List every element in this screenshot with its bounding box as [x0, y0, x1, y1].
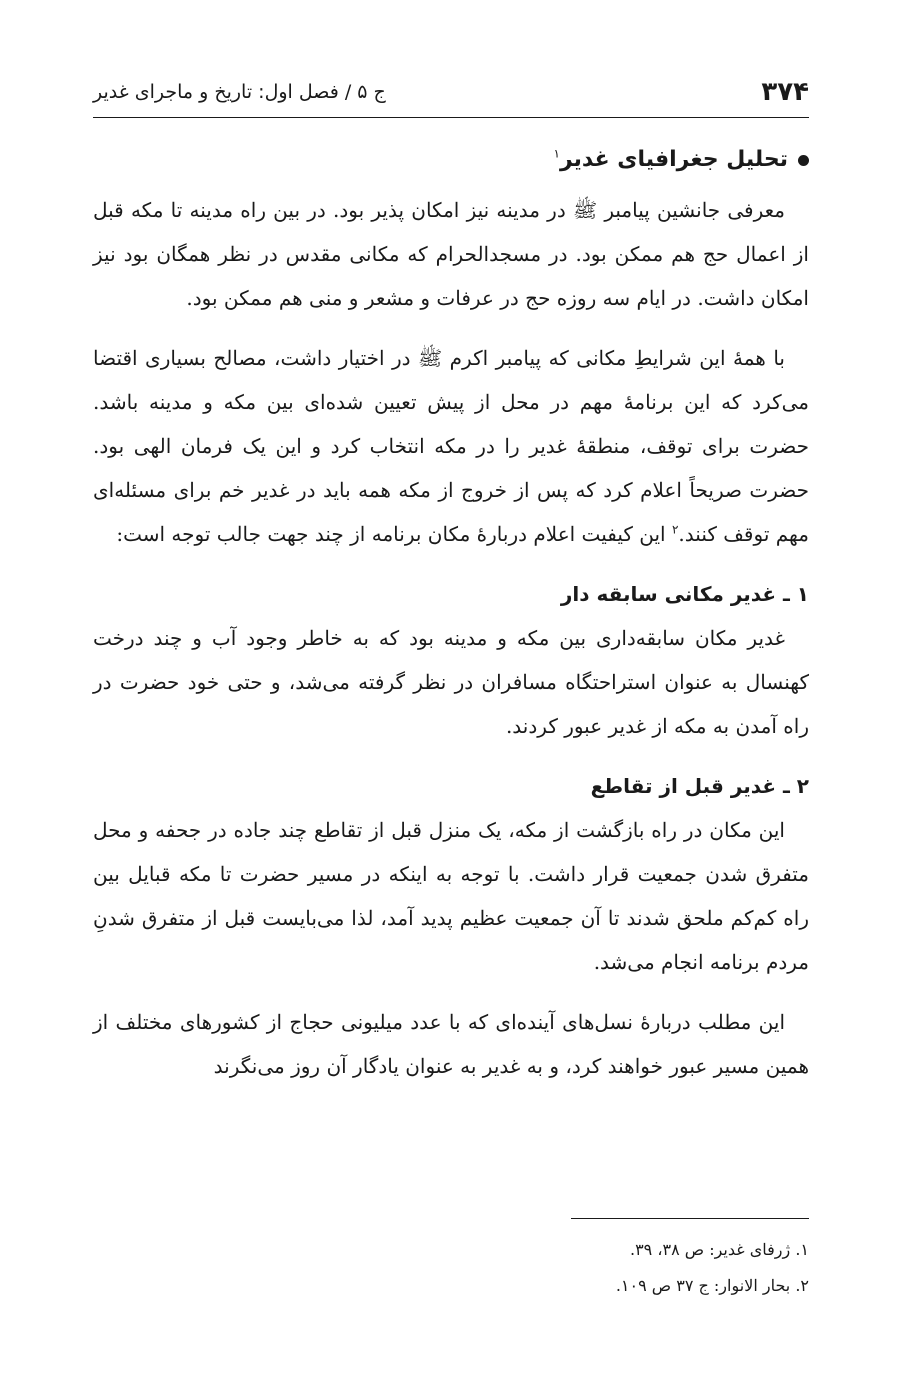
paragraph-2	[93, 336, 809, 556]
paragraph-2-continued: این کیفیت اعلام دربارهٔ مکان برنامه از چند جهت جالب توجه است:	[116, 522, 672, 546]
page-number: ۳۷۴	[761, 77, 809, 107]
footnote-rule	[571, 1218, 809, 1219]
paragraph-2-text: با همهٔ این شرایطِ مکانی که پیامبر اکرم ﷺ در اختیار داشت، مصالح بسیاری اقتضا می‌کرد که این برنامهٔ مهم در محل از پیش تعیین شده‌ای بین مکه و مدینه باشد. حضرت برای توقف، منطقهٔ غدیر را در مکه انتخاب کرد و این یک فرمان الهی بود. حضرت صریحاً اعلام کرد که پس از خروج از مکه همه باید در غدیر خم برای مسئله‌ای مهم توقف کنند.	[93, 346, 809, 546]
footnote-marker: ۲	[671, 522, 679, 537]
header-rule	[93, 117, 809, 118]
footnote-1: ۱. ژرفای غدیر: ص ۳۸، ۳۹.	[629, 1240, 809, 1259]
paragraph-3: غدیر مکان سابقه‌داری بین مکه و مدینه بود که به خاطر وجود آب و چند درخت کهنسال به عنوان استراحتگاه مسافران در نظر گرفته می‌شد، و حتی خود حضرت در راه آمدن به مکه از غدیر عبور کردند.	[93, 626, 809, 738]
subheading-2: ۲ ـ غدیر قبل از تقاطع	[590, 774, 809, 798]
footnotes	[93, 1232, 809, 1304]
paragraph-4: این مکان در راه بازگشت از مکه، یک منزل قبل از تقاطع چند جاده در جحفه و محل متفرق شدن جمعیت قرار داشت. با توجه به اینکه در مسیر حضرت تا مکه قبایل بین راه کم‌کم ملحق شدند تا آن جمعیت عظیم پدید آمد، لذا می‌بایست قبل از متفرق شدنِ مردم برنامه انجام می‌شد.	[93, 818, 809, 974]
paragraph-1: معرفی جانشین پیامبر ﷺ در مدینه نیز امکان پذیر بود. در بین راه مدینه تا مکه قبل از اعمال حج هم ممکن بود. در مسجدالحرام که مکانی مقدس در نظر همگان بود نیز امکان داشت. در ایام سه روزه حج در عرفات و مشعر و منی هم ممکن بود.	[93, 198, 809, 310]
paragraph-5: این مطلب دربارهٔ نسل‌های آینده‌ای که با عدد میلیونی حجاج از کشورهای مختلف از همین مسیر عبور خواهند کرد، و به غدیر به عنوان یادگار آن روز می‌نگرند	[93, 1010, 809, 1078]
footnote-marker: ۱	[553, 146, 560, 161]
footnote-2: ۲. بحار الانوار: ج ۳۷ ص ۱۰۹.	[615, 1276, 809, 1295]
page-body	[93, 138, 809, 1104]
subheading-1: ۱ ـ غدیر مکانی سابقه دار	[560, 582, 809, 606]
chapter-title: ج ۵ / فصل اول: تاریخ و ماجرای غدیر	[93, 81, 386, 103]
running-head	[93, 72, 809, 112]
section-title: تحلیل جغرافیای غدیر	[559, 147, 788, 172]
book-page	[93, 0, 809, 1390]
bullet-icon	[798, 155, 809, 166]
section-heading	[93, 138, 809, 182]
